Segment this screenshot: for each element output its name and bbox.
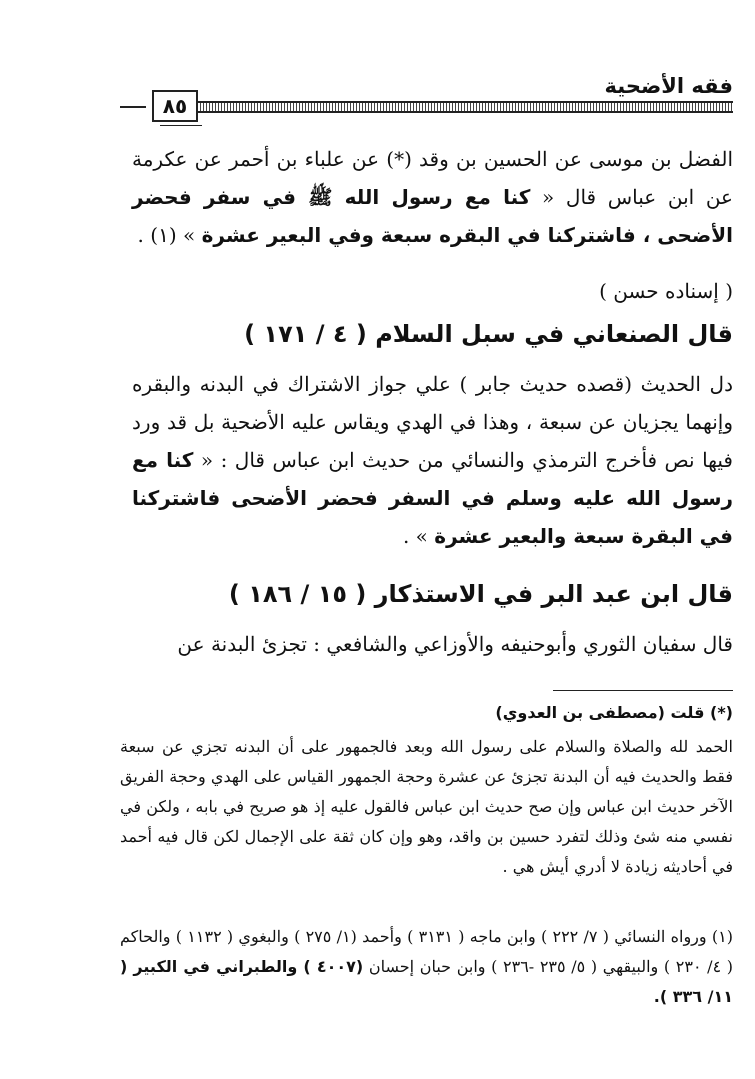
footnote-star-body: الحمد لله والصلاة والسلام على رسول الله وبعد فالجمهور على أن البدنه تجزي عن سبعة فقط والحديث فيه أن البدنة تجزئ عن عشرة وحجة الجمهور القياس على الهدي وحجة الفريق الآخر حديث ابن عباس وإن صح حديث ابن عباس فالقول عليه إذ هو صريح في بابه ، ولكن في نفسي منه شئ وذلك لتفرد حسين بن واقد، وهو وإن كان ثقة على الإجمال لكن قال فيه أحمد في أحاديثه زيادة لا أدري أيش هي . bbox=[120, 737, 733, 876]
paragraph-hadith-end: » (١) . bbox=[137, 223, 202, 247]
paragraph-sanani-quote: كنا مع رسول الله عليه وسلم في السفر فحضر الأضحى فاشتركنا في البقرة سبعة والبعير عشرة bbox=[132, 448, 733, 548]
header-left-dash bbox=[120, 106, 146, 108]
footnote-star-heading: (*) قلت (مصطفى بن العدوي) bbox=[495, 703, 733, 722]
paragraph-hadith-quote: كنا مع رسول الله ﷺ في سفر فحضر الأضحى ، فاشتركنا في البقره سبعة وفي البعير عشرة bbox=[132, 185, 733, 247]
running-title: فقه الأضحية bbox=[604, 74, 733, 98]
footnote-one-bold: (٤٠٠٧ ) والطبراني في الكبير ( ١١/ ٣٣٦ ). bbox=[120, 957, 733, 1006]
footnote-one bbox=[120, 922, 733, 1012]
paragraph-sanani-text: دل الحديث (قصده حديث جابر ) علي جواز الاشتراك في البدنه والبقره وإنهما يجزيان عن سبعة ، وهذا في الهدي ويقاس عليه الأضحية بل قد ورد فيها نص فأخرج الترمذي والنسائي من حديث ابن عباس قال : « bbox=[132, 372, 733, 472]
paragraph-hadith-text: الفضل بن موسى عن الحسين بن وقد (*) عن علباء بن أحمر عن عكرمة عن ابن عباس قال « bbox=[132, 147, 733, 209]
paragraph-sanani-end: » . bbox=[402, 524, 435, 548]
footnote-one-text: (١) ورواه النسائي ( ٧/ ٢٢٢ ) وابن ماجه ( ٣١٣١ ) وأحمد (١/ ٢٧٥ ) والبغوي ( ١١٣٢ ) والحاكم ( ٤/ ٢٣٠ ) والبيقهي ( ٥/ ٢٣٥ -٢٣٦ ) وابن حبان إحسان bbox=[120, 927, 734, 976]
isnad-grade: ( إسناده حسن ) bbox=[599, 279, 733, 303]
page-header bbox=[120, 70, 733, 126]
paragraph-sanani bbox=[132, 365, 733, 555]
paragraph-hadith bbox=[132, 140, 733, 254]
section-heading-ibn-abd-al-barr: قال ابن عبد البر في الاستذكار ( ١٥ / ١٨٦ ) bbox=[228, 580, 733, 608]
page-number: ٨٥ bbox=[152, 90, 198, 122]
paragraph-ibn-abd-al-barr: قال سفيان الثوري وأبوحنيفه والأوزاعي والشافعي : تجزئ البدنة عن bbox=[177, 632, 733, 656]
footnote-separator bbox=[553, 690, 733, 691]
section-heading-sanani: قال الصنعاني في سبل السلام ( ٤ / ١٧١ ) bbox=[244, 320, 733, 348]
header-ornament-rule bbox=[188, 101, 733, 113]
